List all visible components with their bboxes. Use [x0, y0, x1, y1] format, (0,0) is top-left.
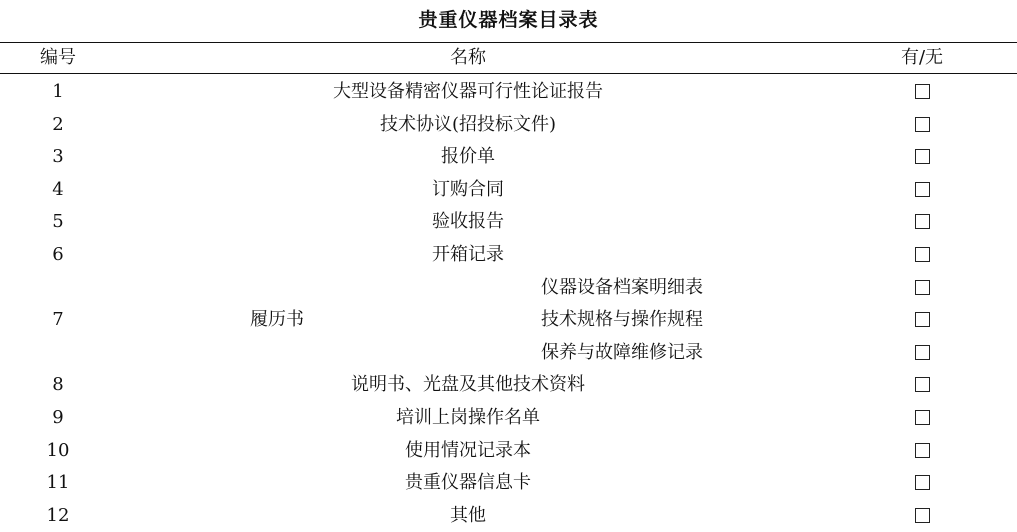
has-checkbox[interactable] [915, 410, 930, 425]
has-checkbox[interactable] [915, 280, 930, 295]
row-name: 开箱记录 [432, 243, 504, 265]
has-checkbox[interactable] [915, 377, 930, 392]
row-name: 说明书、光盘及其他技术资料 [351, 374, 585, 396]
row-name: 报价单 [441, 146, 495, 168]
table-subrow [0, 272, 1017, 305]
row-name: 其他 [450, 504, 486, 526]
table-subrow [0, 337, 1017, 370]
row-name: 订购合同 [432, 178, 504, 200]
row-name: 培训上岗操作名单 [396, 406, 540, 428]
row-number: 12 [46, 504, 70, 526]
table-row [0, 435, 1017, 468]
has-checkbox[interactable] [915, 475, 930, 490]
table-row [0, 206, 1017, 239]
row-name: 使用情况记录本 [405, 439, 531, 461]
table-row [0, 109, 1017, 142]
row-number: 4 [52, 178, 64, 200]
row-name: 贵重仪器信息卡 [405, 472, 531, 494]
row-name: 大型设备精密仪器可行性论证报告 [333, 81, 603, 102]
has-checkbox[interactable] [915, 247, 930, 262]
group-name: 履历书 [250, 309, 304, 331]
table-body [0, 76, 1017, 532]
table-row [0, 76, 1017, 109]
table-subrow [0, 304, 1017, 337]
has-checkbox[interactable] [915, 312, 930, 327]
has-checkbox[interactable] [915, 117, 930, 132]
has-checkbox[interactable] [915, 345, 930, 360]
column-header-has: 有/无 [900, 47, 944, 68]
table-row [0, 174, 1017, 207]
table-row [0, 500, 1017, 532]
row-number: 8 [52, 374, 64, 396]
table-row [0, 369, 1017, 402]
row-number: 11 [46, 472, 70, 494]
row-number: 6 [52, 243, 64, 265]
row-name: 技术协议(招投标文件) [379, 113, 557, 135]
has-checkbox[interactable] [915, 508, 930, 523]
table-row [0, 402, 1017, 435]
row-number: 5 [52, 211, 64, 233]
has-checkbox[interactable] [915, 214, 930, 229]
row-number: 10 [46, 439, 70, 461]
subitem-name: 技术规格与操作规程 [541, 309, 703, 331]
has-checkbox[interactable] [915, 84, 930, 99]
subitem-name: 仪器设备档案明细表 [541, 276, 703, 298]
page-title: 贵重仪器档案目录表 [418, 9, 599, 31]
column-header-name: 名称 [450, 47, 486, 68]
row-name: 验收报告 [432, 211, 504, 233]
table-row [0, 141, 1017, 174]
row-number: 3 [52, 146, 64, 168]
table-header-rule [0, 73, 1017, 74]
has-checkbox[interactable] [915, 443, 930, 458]
has-checkbox[interactable] [915, 149, 930, 164]
row-number: 7 [52, 309, 64, 331]
row-number: 1 [52, 81, 64, 102]
table-row [0, 467, 1017, 500]
table-row [0, 239, 1017, 272]
row-number: 2 [52, 113, 64, 135]
subitem-name: 保养与故障维修记录 [541, 341, 703, 363]
has-checkbox[interactable] [915, 182, 930, 197]
row-number: 9 [52, 406, 64, 428]
table-top-rule [0, 42, 1017, 43]
column-header-number: 编号 [40, 47, 76, 68]
